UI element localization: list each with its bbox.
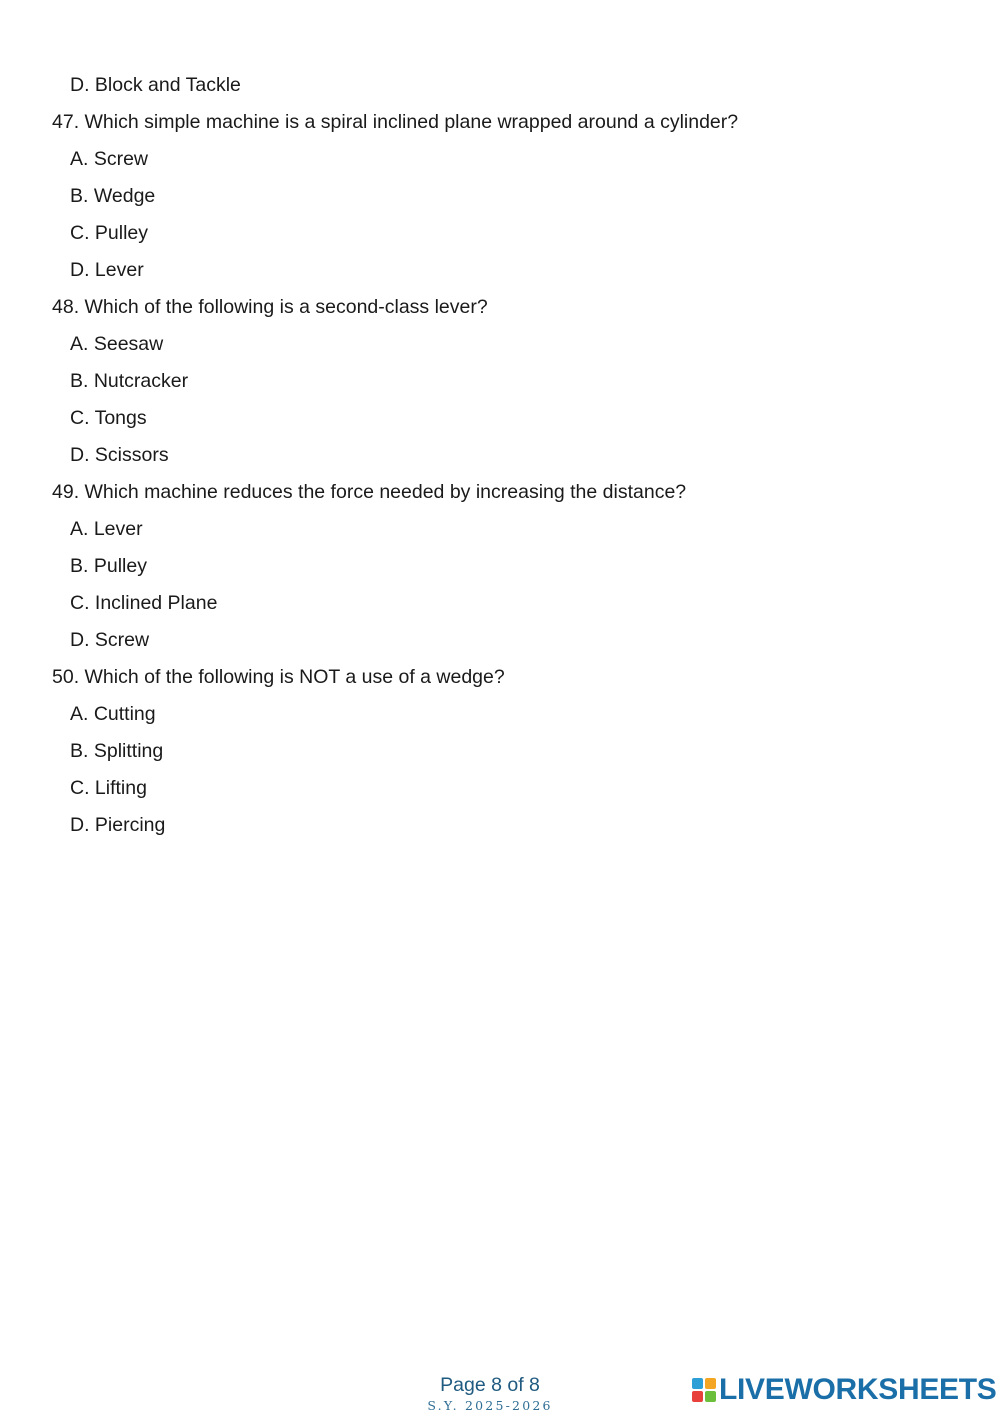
option-text: C. Inclined Plane	[70, 592, 218, 614]
brand-logo	[692, 1374, 997, 1406]
option-text: B. Wedge	[70, 185, 156, 207]
question-49: 49. Which machine reduces the force needed by increasing the distance?	[52, 481, 687, 503]
school-year: S.Y. 2025-2026	[427, 1398, 553, 1413]
option-text: C. Tongs	[70, 407, 147, 429]
option-text: A. Cutting	[70, 703, 156, 725]
option-text: B. Splitting	[70, 740, 164, 762]
option-text: A. Lever	[70, 518, 143, 540]
option-text: A. Seesaw	[70, 333, 164, 355]
page-number: Page 8 of 8	[440, 1374, 540, 1396]
liveworksheets-logo-icon	[692, 1378, 716, 1402]
option-text: C. Lifting	[70, 777, 147, 799]
option-text: D. Screw	[70, 629, 150, 651]
option-text: B. Pulley	[70, 555, 147, 577]
option-text: B. Nutcracker	[70, 370, 189, 392]
brand-name: LIVEWORKSHEETS	[719, 1373, 997, 1406]
option-text: D. Piercing	[70, 814, 166, 836]
question-48: 48. Which of the following is a second-class lever?	[52, 296, 488, 318]
question-47: 47. Which simple machine is a spiral inclined plane wrapped around a cylinder?	[52, 111, 739, 133]
option-text: A. Screw	[70, 148, 149, 170]
question-50: 50. Which of the following is NOT a use of a wedge?	[52, 666, 505, 688]
option-text: C. Pulley	[70, 222, 149, 244]
option-text: D. Scissors	[70, 444, 169, 466]
option-text: D. Lever	[70, 259, 144, 281]
option-text: D. Block and Tackle	[70, 74, 241, 96]
